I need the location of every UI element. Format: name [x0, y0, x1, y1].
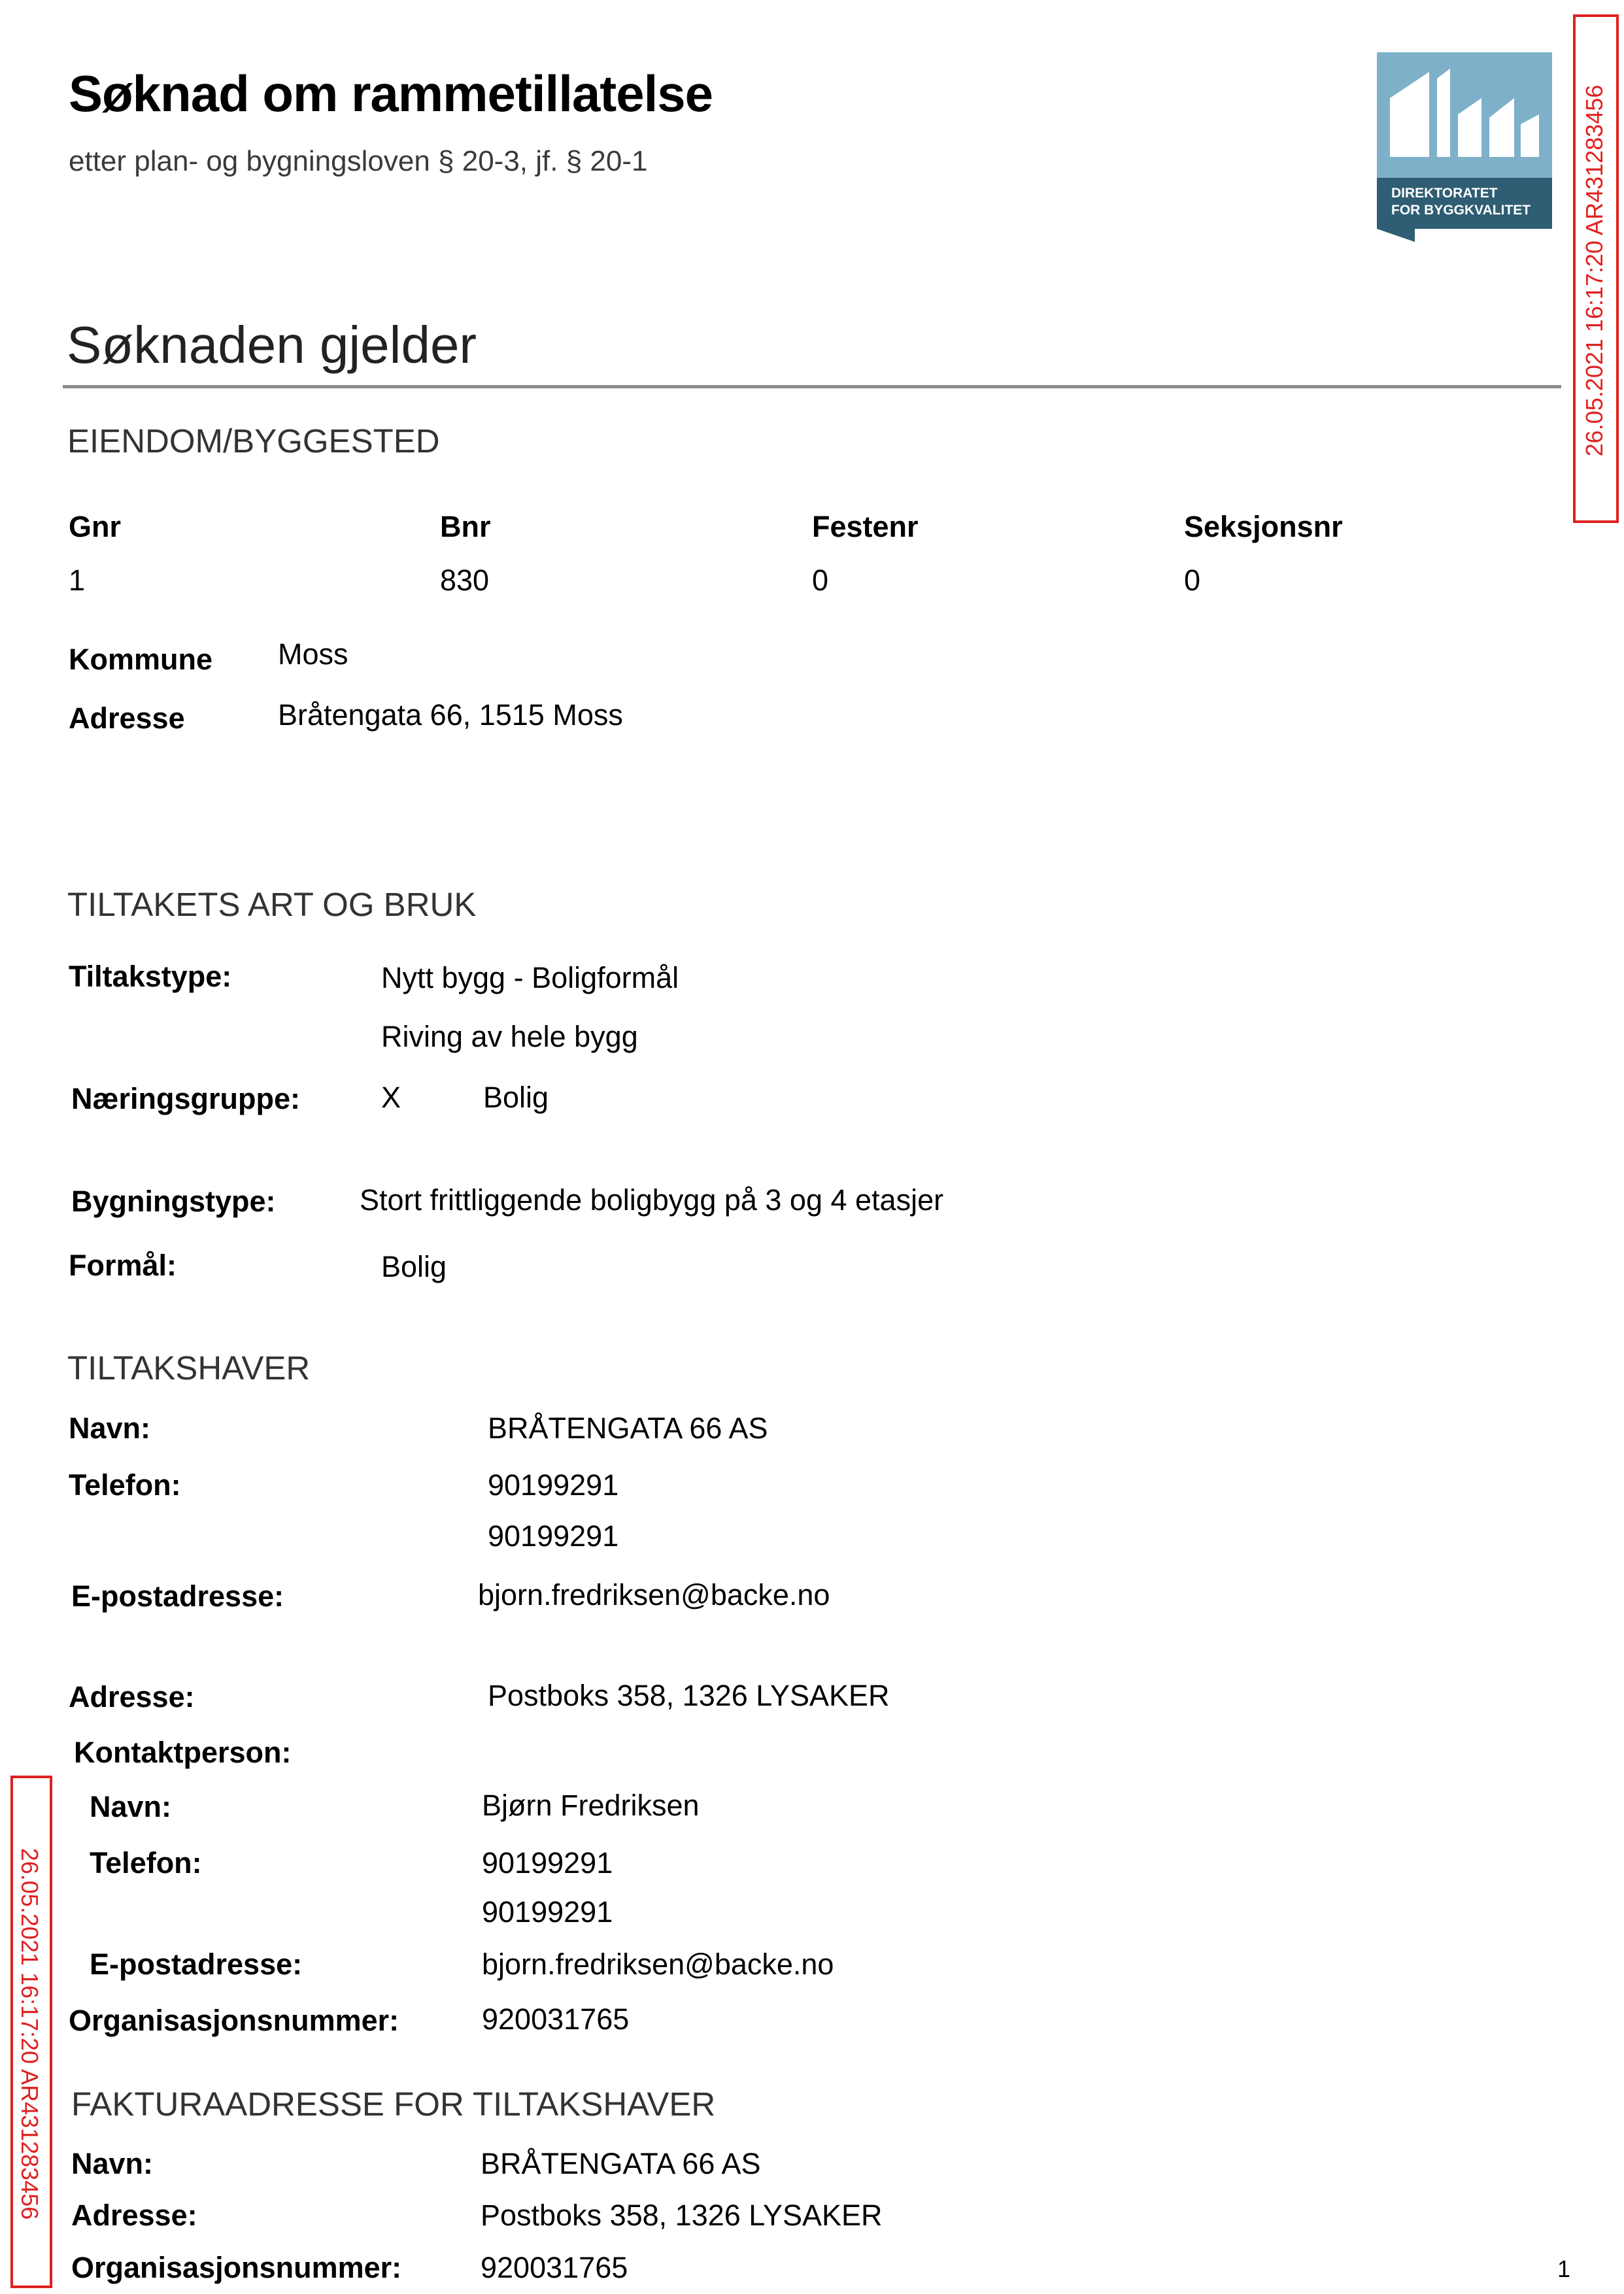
logo-line1: DIREKTORATET	[1391, 186, 1498, 201]
th-telefon-2: 90199291	[488, 1519, 619, 1553]
th-orgnr-value: 920031765	[482, 2002, 630, 2036]
bygningstype-label: Bygningstype:	[71, 1185, 276, 1218]
th-telefon-1: 90199291	[488, 1468, 619, 1502]
naeringsgruppe-value: Bolig	[483, 1081, 549, 1114]
naeringsgruppe-code: X	[381, 1081, 401, 1114]
th-orgnr-label: Organisasjonsnummer:	[69, 2004, 399, 2037]
kp-telefon-1: 90199291	[482, 1846, 613, 1880]
section-faktura: FAKTURAADRESSE FOR TILTAKSHAVER	[71, 2085, 716, 2123]
adresse-value: Bråtengata 66, 1515 Moss	[278, 698, 623, 732]
th-navn-label: Navn:	[69, 1411, 151, 1445]
col-seksjonsnr: Seksjonsnr	[1184, 510, 1343, 543]
tiltakstype-value-2: Riving av hele bygg	[381, 1020, 638, 1053]
document-title: Søknad om rammetillatelse	[69, 65, 713, 122]
kp-telefon-2: 90199291	[482, 1895, 613, 1929]
bygningstype-value: Stort frittliggende boligbygg på 3 og 4 etasjer	[360, 1183, 944, 1217]
kp-navn-label: Navn:	[90, 1790, 172, 1823]
kommune-label: Kommune	[69, 643, 213, 676]
th-epost-label: E-postadresse:	[71, 1579, 284, 1613]
th-adresse-label: Adresse:	[69, 1680, 195, 1713]
tiltakstype-value-1: Nytt bygg - Boligformål	[381, 961, 679, 994]
fa-adresse-value: Postboks 358, 1326 LYSAKER	[481, 2199, 883, 2232]
fa-adresse-label: Adresse:	[71, 2199, 197, 2232]
section-heading: Søknaden gjelder	[67, 316, 477, 374]
col-bnr: Bnr	[440, 510, 491, 543]
kp-telefon-label: Telefon:	[90, 1846, 202, 1880]
stamp-right-text: 26.05.2021 16:17:20 AR431283456	[1581, 84, 1608, 457]
th-navn-value: BRÅTENGATA 66 AS	[488, 1411, 768, 1445]
kommune-value: Moss	[278, 637, 348, 671]
festenr-value: 0	[812, 564, 829, 597]
logo-line2: FOR BYGGKVALITET	[1391, 203, 1531, 218]
section-tiltakshaver: TILTAKSHAVER	[67, 1349, 311, 1387]
stamp-left-text: 26.05.2021 16:17:20 AR431283456	[16, 1847, 43, 2220]
stamp-left	[10, 1776, 52, 2288]
dibk-logo-icon	[1377, 52, 1552, 242]
tiltakstype-label: Tiltakstype:	[69, 960, 232, 993]
seksjonsnr-value: 0	[1184, 564, 1201, 597]
bnr-value: 830	[440, 564, 490, 597]
fa-orgnr-label: Organisasjonsnummer:	[71, 2251, 402, 2284]
fa-navn-value: BRÅTENGATA 66 AS	[481, 2147, 761, 2180]
formal-value: Bolig	[381, 1250, 447, 1283]
gnr-value: 1	[69, 564, 86, 597]
section-eiendom: EIENDOM/BYGGESTED	[67, 422, 440, 460]
section-tiltak: TILTAKETS ART OG BRUK	[67, 886, 477, 923]
fa-navn-label: Navn:	[71, 2147, 154, 2180]
kp-epost-label: E-postadresse:	[90, 1948, 303, 1981]
adresse-label: Adresse	[69, 701, 185, 735]
col-gnr: Gnr	[69, 510, 122, 543]
kp-navn-value: Bjørn Fredriksen	[482, 1789, 700, 1822]
stamp-right	[1573, 14, 1619, 523]
page-number: 1	[1557, 2255, 1571, 2282]
fa-orgnr-value: 920031765	[481, 2251, 628, 2284]
col-festenr: Festenr	[812, 510, 919, 543]
document-subtitle: etter plan- og bygningsloven § 20-3, jf. § 20-1	[69, 145, 648, 177]
kp-epost-value: bjorn.fredriksen@backe.no	[482, 1948, 834, 1981]
formal-label: Formål:	[69, 1249, 177, 1282]
dibk-logo	[1377, 52, 1552, 242]
naeringsgruppe-label: Næringsgruppe:	[71, 1082, 301, 1115]
kontaktperson-label: Kontaktperson:	[74, 1736, 292, 1769]
th-telefon-label: Telefon:	[69, 1468, 181, 1502]
heading-rule	[63, 385, 1561, 388]
th-epost-value: bjorn.fredriksen@backe.no	[478, 1578, 830, 1611]
th-adresse-value: Postboks 358, 1326 LYSAKER	[488, 1679, 890, 1712]
